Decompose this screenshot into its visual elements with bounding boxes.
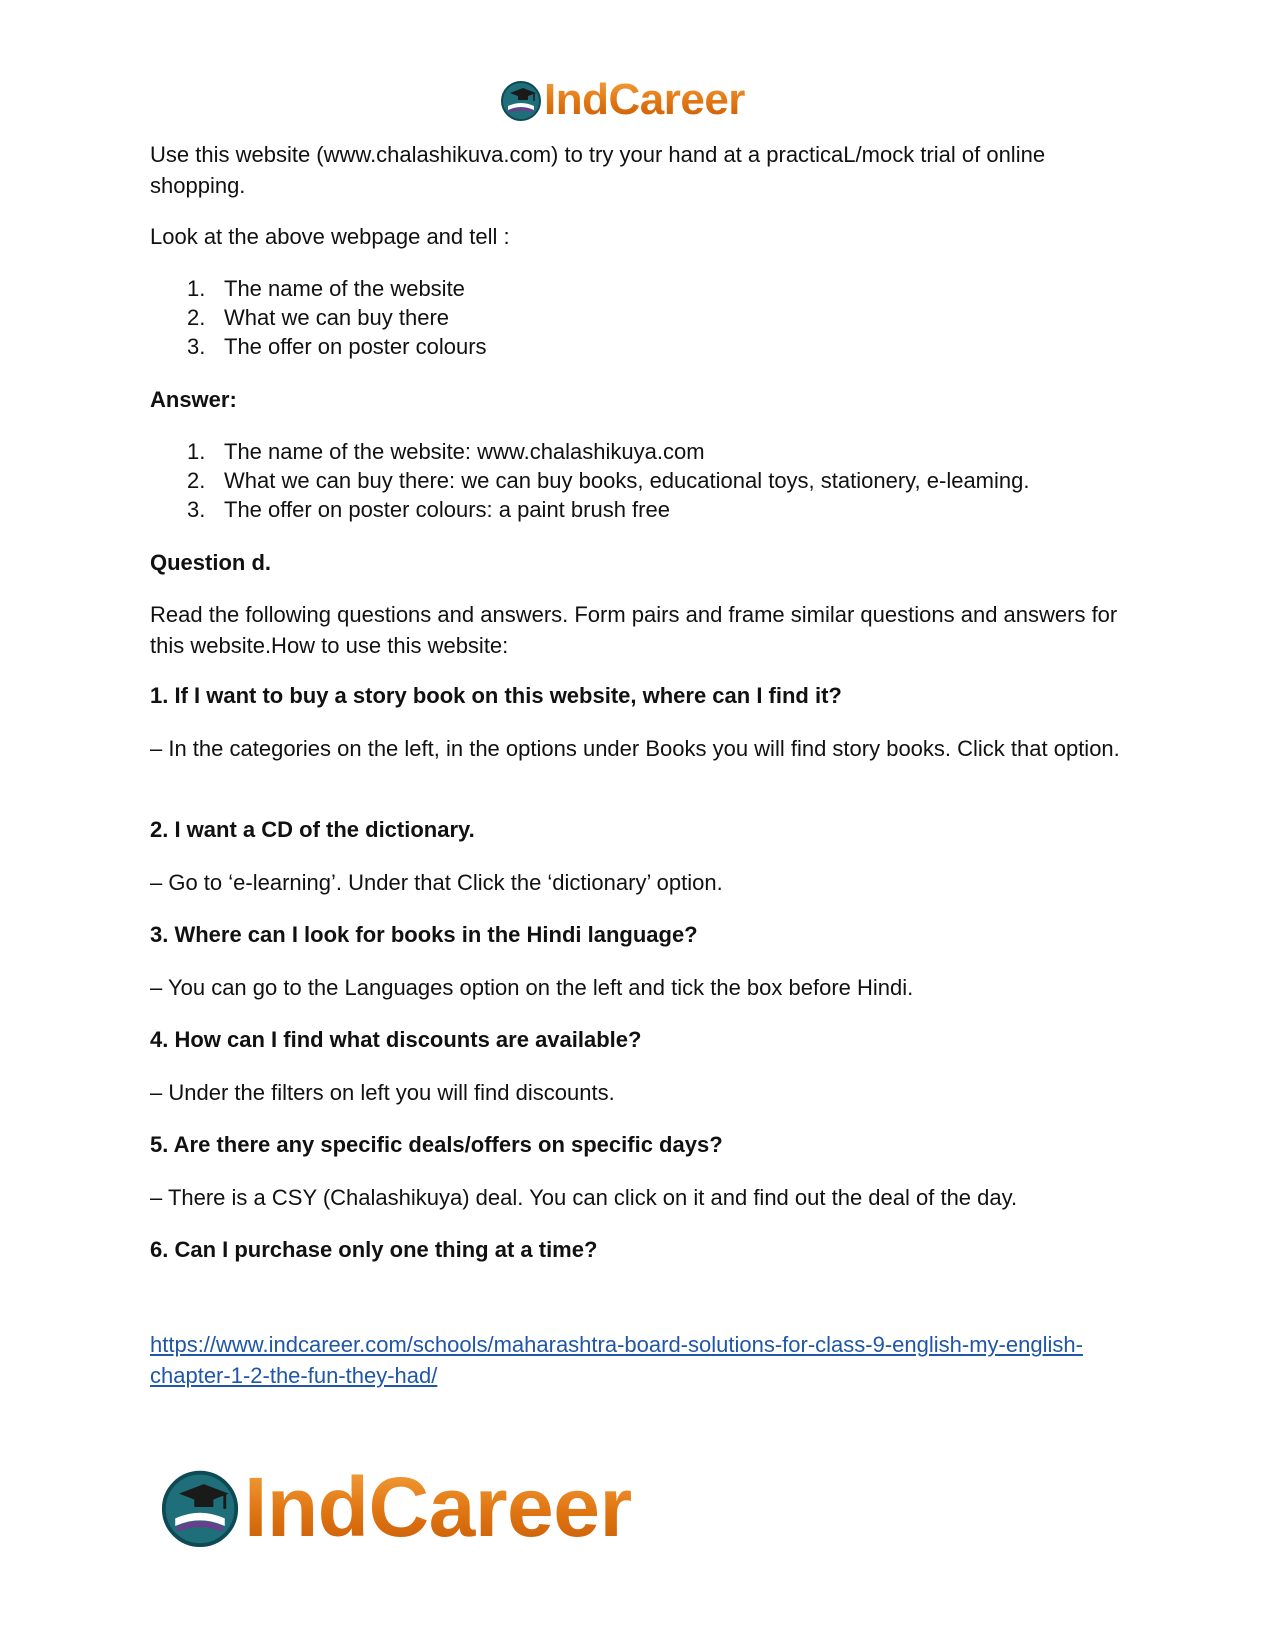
- qa-answer: – Under the filters on left you will find discounts.: [150, 1080, 615, 1105]
- graduation-cap-book-icon: [500, 79, 542, 121]
- indcareer-logo-top: [500, 75, 745, 124]
- qa-question: 4. How can I find what discounts are available?: [150, 1027, 642, 1052]
- indcareer-logo-text: IndCareer: [544, 75, 745, 124]
- indcareer-logo-bottom: [160, 1460, 632, 1554]
- question-d-paragraph: Read the following questions and answers. Form pairs and frame similar questions and answers for this website.How to use this website:: [150, 602, 1118, 658]
- qa-answer: – You can go to the Languages option on the left and tick the box before Hindi.: [150, 975, 914, 1000]
- intro-paragraph: Use this website (www.chalashikuva.com) to try your hand at a practicaL/mock trial of online shopping.: [150, 142, 1046, 198]
- qa-question: 2. I want a CD of the dictionary.: [150, 817, 475, 842]
- footer-link-line1[interactable]: https://www.indcareer.com/schools/maharashtra-board-solutions-for-class-9-english-my-english-: [150, 1332, 1083, 1357]
- question-d-heading: Question d.: [150, 550, 271, 575]
- qa-question: 3. Where can I look for books in the Hindi language?: [150, 922, 698, 947]
- indcareer-logo-text: IndCareer: [244, 1460, 632, 1554]
- qa-answer: – Go to ‘e-learning’. Under that Click the ‘dictionary’ option.: [150, 870, 723, 895]
- qa-question: 6. Can I purchase only one thing at a time?: [150, 1237, 598, 1262]
- qa-answer: – There is a CSY (Chalashikuya) deal. You can click on it and find out the deal of the day.: [150, 1185, 1018, 1210]
- qa-question: 1. If I want to buy a story book on this website, where can I find it?: [150, 683, 842, 708]
- prompt-text: Look at the above webpage and tell :: [150, 224, 510, 249]
- qa-question: 5. Are there any specific deals/offers on specific days?: [150, 1132, 723, 1157]
- footer-source-link[interactable]: [150, 1330, 1135, 1391]
- graduation-cap-book-icon: [160, 1467, 240, 1547]
- answer-heading: Answer:: [150, 387, 237, 412]
- footer-link-line2[interactable]: chapter-1-2-the-fun-they-had/: [150, 1362, 438, 1388]
- qa-answer: – In the categories on the left, in the options under Books you will find story books. Click that option.: [150, 736, 1120, 761]
